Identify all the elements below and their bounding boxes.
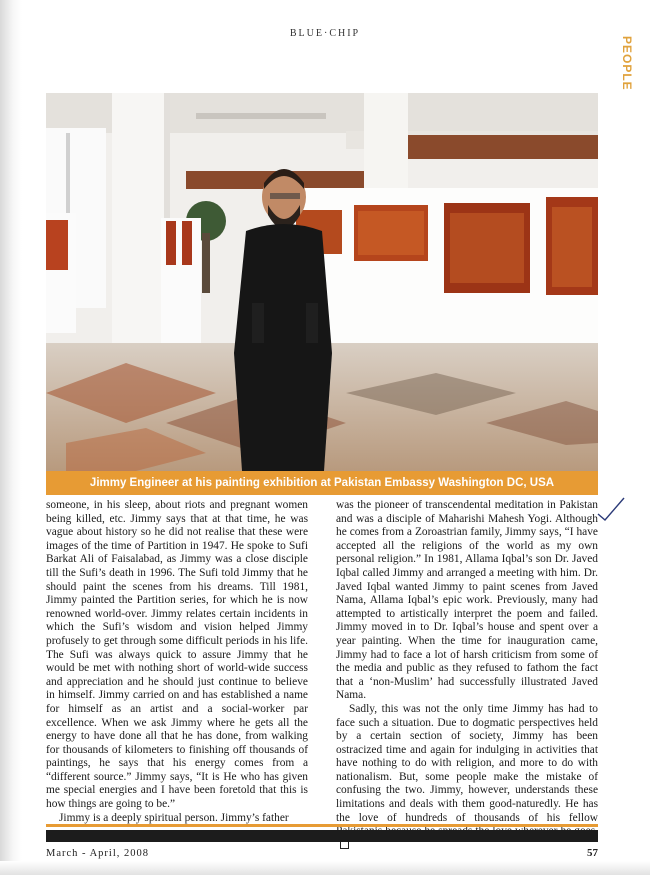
page-edge-shadow [0,0,22,875]
article-paragraph: Jimmy is a deeply spiritual person. Jimmy’s father [59,811,289,824]
section-tab: PEOPLE [620,36,634,91]
article-paragraph-text: Sadly, this was not the only time Jimmy has had to face such a situation. Due to dogmatic perspectives held by a certain section of society, Jimmy has been ostracized time and again for indulging in activities that have nothing to do with religion, and more to do with nationalism. But, some people make the mistake of confusing the two. Jimmy, however, understands these limitations and deals with them good-naturedly. He has the love of hundreds of thousands of his fellow [336,702,598,824]
article-paragraph: was the pioneer of transcendental meditation in Pakistan and was a disciple of Maharishi Mahesh Yogi. Although he comes from a Zoroastrian family, Jimmy says, “I have accepted all the religions of the world as my own personal religion.” In 1981, Allama Iqbal’s son Dr. Javed Iqbal called Jimmy and arranged a meeting with him. Dr. Javed Iqbal wanted Jimmy to paint scenes from Javed Nama, Allama Iqbal’s epic work. Previously, many had attempted to artistically interpret the poem and failed. Jimmy moved in to Dr. Iqbal’s house and spent over a year painting. When the time for inauguration came, Jimmy had to face a lot of harsh criticism from some of the media and public as they refused to fathom the fact that a ‘non-Muslim’ had successfully illustrated Javed Nama. [336,499,598,702]
article-column-right [336,499,598,852]
photo-caption: Jimmy Engineer at his painting exhibition at Pakistan Embassy Washington DC, USA [46,471,598,495]
footer-rule-bar [46,830,598,842]
article-paragraph: someone, in his sleep, about riots and pregnant women being killed, etc. Jimmy says that at that time, he was vague about history so he did not realise that these were images of the time of Partition in 1947. He spoke to Sufi Barkat Ali of Faisalabad, as Jimmy was a close disciple till the Sufi’s death in 1996. The Sufi told Jimmy that he should paint the scenes from his dreams. Till 1981, Jimmy painted the Partition series, for which he is now renowned world-over. Jimmy relates certain incidents in which the Sufi’s wisdom and vision helped Jimmy profusely to get through some difficult periods in his life. The Sufi was always quick to assure Jimmy that he would be met with nothing short of world-wide success and appreciation and he should just continue to believe in himself. Jimmy carried on and has established a name for himself as an artist and a social-worker par excellence. When we ask Jimmy where he gets all the energy to have done all that he has done, from walking for thousands of kilometers to finishing off thousands of paintings, he says that his energy comes from a “different source.” Jimmy says, “It is He who has given me special energies and I have been foretold that this is how things are going to be.” [46,499,308,811]
page-number: 57 [587,847,598,859]
pen-check-mark-icon [596,496,626,522]
page-bottom-shadow [0,861,650,875]
article-photo [46,93,598,471]
article-column-left [46,499,308,825]
issue-date: March - April, 2008 [46,848,149,859]
magazine-header: BLUE·CHIP [289,28,361,39]
footer-rule-accent [46,824,598,827]
